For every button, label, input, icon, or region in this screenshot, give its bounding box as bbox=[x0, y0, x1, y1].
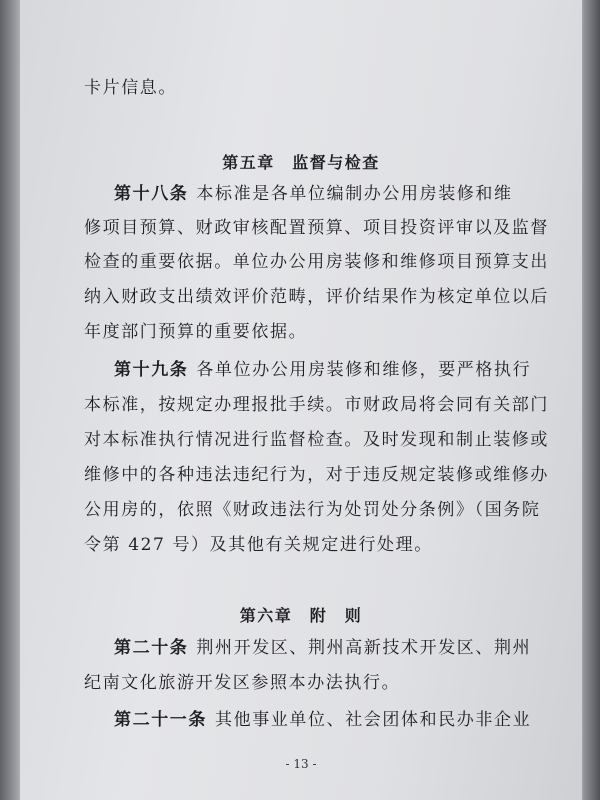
article18-line-4: 纳入财政支出绩效评价范畴，评价结果作为核定单位以后 bbox=[84, 287, 549, 307]
article21-number: 第二十一条 bbox=[114, 710, 207, 730]
chapter5-title: 第五章 监督与检查 bbox=[222, 153, 380, 172]
article18-number: 第十八条 bbox=[114, 184, 189, 204]
article20-text-1: 荆州开发区、荆州高新技术开发区、荆州 bbox=[196, 638, 532, 658]
article20-line-2: 纪南文化旅游开发区参照本办法执行。 bbox=[84, 673, 401, 693]
article19-line-5: 公用房的，依照《财政违法行为处罚处分条例》（国务院 bbox=[84, 500, 541, 520]
chapter6-title: 第六章 附 则 bbox=[239, 606, 363, 625]
article18-line-2: 修项目预算、财政审核配置预算、项目投资评审以及监督 bbox=[84, 218, 549, 238]
article18-line-1 bbox=[114, 184, 513, 204]
article20-line-1 bbox=[114, 638, 531, 658]
top-line: 卡片信息。 bbox=[84, 78, 177, 98]
article19-line-6: 令第 427 号）及其他有关规定进行处理。 bbox=[84, 535, 433, 555]
article19-line-3: 对本标准执行情况进行监督检查。及时发现和制止装修或 bbox=[84, 430, 549, 450]
article19-text-1: 各单位办公用房装修和维修，要严格执行 bbox=[196, 360, 532, 380]
article19-line-4: 维修中的各种违法违纪行为，对于违反规定装修或维修办 bbox=[84, 465, 549, 485]
article21-line-1 bbox=[114, 710, 531, 730]
page-number: - 13 - bbox=[285, 757, 317, 771]
article19-number: 第十九条 bbox=[114, 360, 189, 380]
article18-line-3: 检查的重要依据。单位办公用房装修和维修项目预算支出 bbox=[84, 252, 549, 272]
article18-text-1: 本标准是各单位编制办公用房装修和维 bbox=[196, 184, 513, 204]
article19-line-2: 本标准，按规定办理报批手续。市财政局将会同有关部门 bbox=[84, 395, 549, 415]
article20-number: 第二十条 bbox=[114, 638, 189, 658]
article19-line-1 bbox=[114, 360, 531, 380]
article18-line-5: 年度部门预算的重要依据。 bbox=[84, 322, 308, 342]
article21-text-1: 其他事业单位、社会团体和民办非企业 bbox=[215, 710, 532, 730]
document-page bbox=[20, 0, 582, 800]
